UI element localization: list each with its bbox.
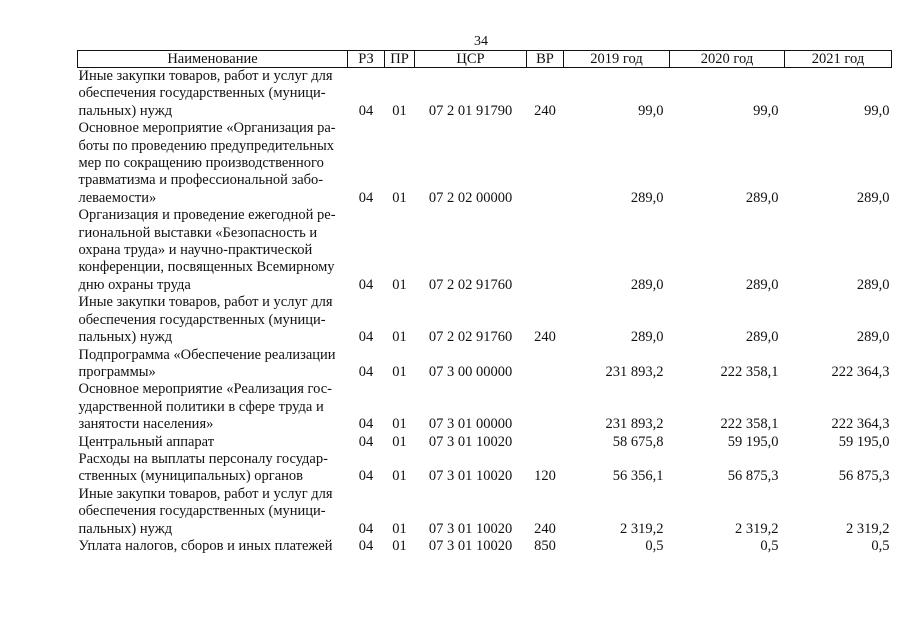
cell-2021: 56 875,3 [838, 468, 890, 485]
row-name-line: программы» [78, 363, 156, 380]
cell-2020: 222 358,1 [720, 416, 779, 433]
cell-2020: 56 875,3 [727, 468, 779, 485]
row-name-line: занятости населения» [78, 416, 214, 433]
cell-vr: 240 [534, 520, 556, 537]
cell-rz: 04 [358, 102, 374, 119]
cell-csr: 07 2 02 91760 [428, 329, 513, 346]
cell-pr: 01 [392, 363, 407, 380]
cell-pr: 01 [392, 468, 407, 485]
table-row [78, 538, 892, 555]
row-name [78, 68, 348, 121]
row-name [78, 451, 348, 486]
row-name-line: Иные закупки товаров, работ и услуг для [78, 294, 333, 311]
cell-2020: 289,0 [745, 329, 779, 346]
cell-2021: 2 319,2 [846, 520, 890, 537]
cell-csr: 07 2 01 91790 [428, 102, 513, 119]
row-name-line: Уплата налогов, сборов и иных платежей [78, 537, 333, 554]
cell-rz: 04 [358, 189, 374, 206]
row-name [78, 434, 348, 451]
cell-rz: 04 [358, 537, 374, 554]
cell-rz: 04 [358, 276, 374, 293]
row-name-line: пальных) нужд [78, 102, 173, 119]
table-header-row [78, 51, 892, 68]
row-name-line: конференции, посвященных Всемирному [78, 259, 335, 276]
cell-2020: 59 195,0 [727, 433, 779, 450]
row-name-line: пальных) нужд [78, 520, 173, 537]
cell-2021: 222 364,3 [831, 363, 890, 380]
row-name-line: Организация и проведение ежегодной ре- [78, 207, 336, 224]
cell-pr: 01 [392, 189, 407, 206]
cell-2019: 231 893,2 [605, 363, 664, 380]
cell-2019: 289,0 [630, 189, 664, 206]
header-2019: 2019 год [564, 51, 670, 68]
row-name-line: леваемости» [78, 189, 157, 206]
header-2020: 2020 год [670, 51, 785, 68]
cell-csr: 07 3 01 10020 [428, 520, 513, 537]
cell-csr: 07 2 02 00000 [428, 189, 513, 206]
row-name [78, 207, 348, 294]
cell-pr: 01 [392, 102, 407, 119]
cell-rz: 04 [358, 363, 374, 380]
cell-pr: 01 [392, 537, 407, 554]
row-name-line: ударственной политики в сфере труда и [78, 398, 324, 415]
cell-vr [527, 381, 564, 433]
cell-vr [527, 207, 564, 294]
row-name-line: боты по проведению предупредительных [78, 137, 334, 154]
cell-2019: 2 319,2 [620, 520, 664, 537]
cell-vr: 240 [534, 329, 556, 346]
table-row [78, 381, 892, 433]
row-name-line: обеспечения государственных (муници- [78, 311, 326, 328]
cell-pr: 01 [392, 433, 407, 450]
cell-rz: 04 [358, 468, 374, 485]
table-row [78, 347, 892, 382]
table-body [78, 68, 892, 556]
row-name-line: охрана труда» и научно-практической [78, 242, 313, 259]
cell-vr [527, 434, 564, 451]
row-name-line: Подпрограмма «Обеспечение реализации [78, 346, 336, 363]
cell-rz: 04 [358, 416, 374, 433]
cell-pr: 01 [392, 416, 407, 433]
header-2021: 2021 год [785, 51, 892, 68]
row-name-line: пальных) нужд [78, 329, 173, 346]
header-name: Наименование [78, 51, 348, 68]
row-name [78, 120, 348, 207]
cell-2019: 231 893,2 [605, 416, 664, 433]
cell-2019: 99,0 [638, 102, 664, 119]
row-name-line: Основное мероприятие «Организация ра- [78, 120, 336, 137]
row-name-line: Иные закупки товаров, работ и услуг для [78, 68, 333, 84]
row-name-line: Расходы на выплаты персоналу государ- [78, 450, 328, 467]
cell-2021: 0,5 [871, 537, 890, 554]
header-vr: ВР [527, 51, 564, 68]
row-name-line: ственных (муниципальных) органов [78, 468, 304, 485]
row-name-line: обеспечения государственных (муници- [78, 85, 326, 102]
header-rz: РЗ [348, 51, 385, 68]
row-name [78, 486, 348, 538]
row-name-line: Центральный аппарат [78, 433, 215, 450]
cell-csr: 07 3 01 00000 [428, 416, 513, 433]
cell-2020: 2 319,2 [735, 520, 779, 537]
table-row [78, 294, 892, 346]
cell-pr: 01 [392, 520, 407, 537]
cell-vr [527, 347, 564, 382]
row-name-line: гиональной выставки «Безопасность и [78, 224, 318, 241]
cell-2020: 0,5 [760, 537, 779, 554]
cell-2021: 99,0 [864, 102, 890, 119]
row-name [78, 347, 348, 382]
cell-vr: 120 [534, 468, 556, 485]
cell-2020: 222 358,1 [720, 363, 779, 380]
cell-pr: 01 [392, 276, 407, 293]
cell-2020: 99,0 [753, 102, 779, 119]
page-number: 34 [474, 34, 488, 49]
cell-csr: 07 3 01 10020 [428, 537, 513, 554]
cell-2021: 59 195,0 [838, 433, 890, 450]
cell-2020: 289,0 [745, 276, 779, 293]
cell-2020: 289,0 [745, 189, 779, 206]
cell-vr: 850 [534, 537, 556, 554]
cell-2019: 0,5 [645, 537, 664, 554]
cell-2019: 58 675,8 [612, 433, 664, 450]
cell-csr: 07 3 01 10020 [428, 468, 513, 485]
row-name [78, 538, 348, 555]
cell-vr [527, 120, 564, 207]
row-name [78, 294, 348, 346]
table-row [78, 68, 892, 121]
table-row [78, 451, 892, 486]
table-row [78, 434, 892, 451]
row-name-line: мер по сокращению производственного [78, 155, 324, 172]
cell-2021: 222 364,3 [831, 416, 890, 433]
cell-2021: 289,0 [856, 189, 890, 206]
cell-csr: 07 3 01 10020 [428, 433, 513, 450]
cell-csr: 07 3 00 00000 [428, 363, 513, 380]
row-name-line: обеспечения государственных (муници- [78, 503, 326, 520]
cell-vr: 240 [534, 102, 556, 119]
cell-rz: 04 [358, 520, 374, 537]
cell-csr: 07 2 02 91760 [428, 276, 513, 293]
cell-2019: 289,0 [630, 329, 664, 346]
row-name [78, 381, 348, 433]
header-pr: ПР [385, 51, 415, 68]
row-name-line: дню охраны труда [78, 276, 191, 293]
budget-table [77, 50, 892, 555]
cell-pr: 01 [392, 329, 407, 346]
cell-2021: 289,0 [856, 276, 890, 293]
header-csr: ЦСР [415, 51, 527, 68]
cell-rz: 04 [358, 329, 374, 346]
table-row [78, 486, 892, 538]
cell-rz: 04 [358, 433, 374, 450]
cell-2019: 56 356,1 [612, 468, 664, 485]
row-name-line: травматизма и профессиональной забо- [78, 172, 324, 189]
row-name-line: Основное мероприятие «Реализация гос- [78, 381, 332, 398]
row-name-line: Иные закупки товаров, работ и услуг для [78, 485, 333, 502]
cell-2019: 289,0 [630, 276, 664, 293]
table-row [78, 207, 892, 294]
table-row [78, 120, 892, 207]
cell-2021: 289,0 [856, 329, 890, 346]
